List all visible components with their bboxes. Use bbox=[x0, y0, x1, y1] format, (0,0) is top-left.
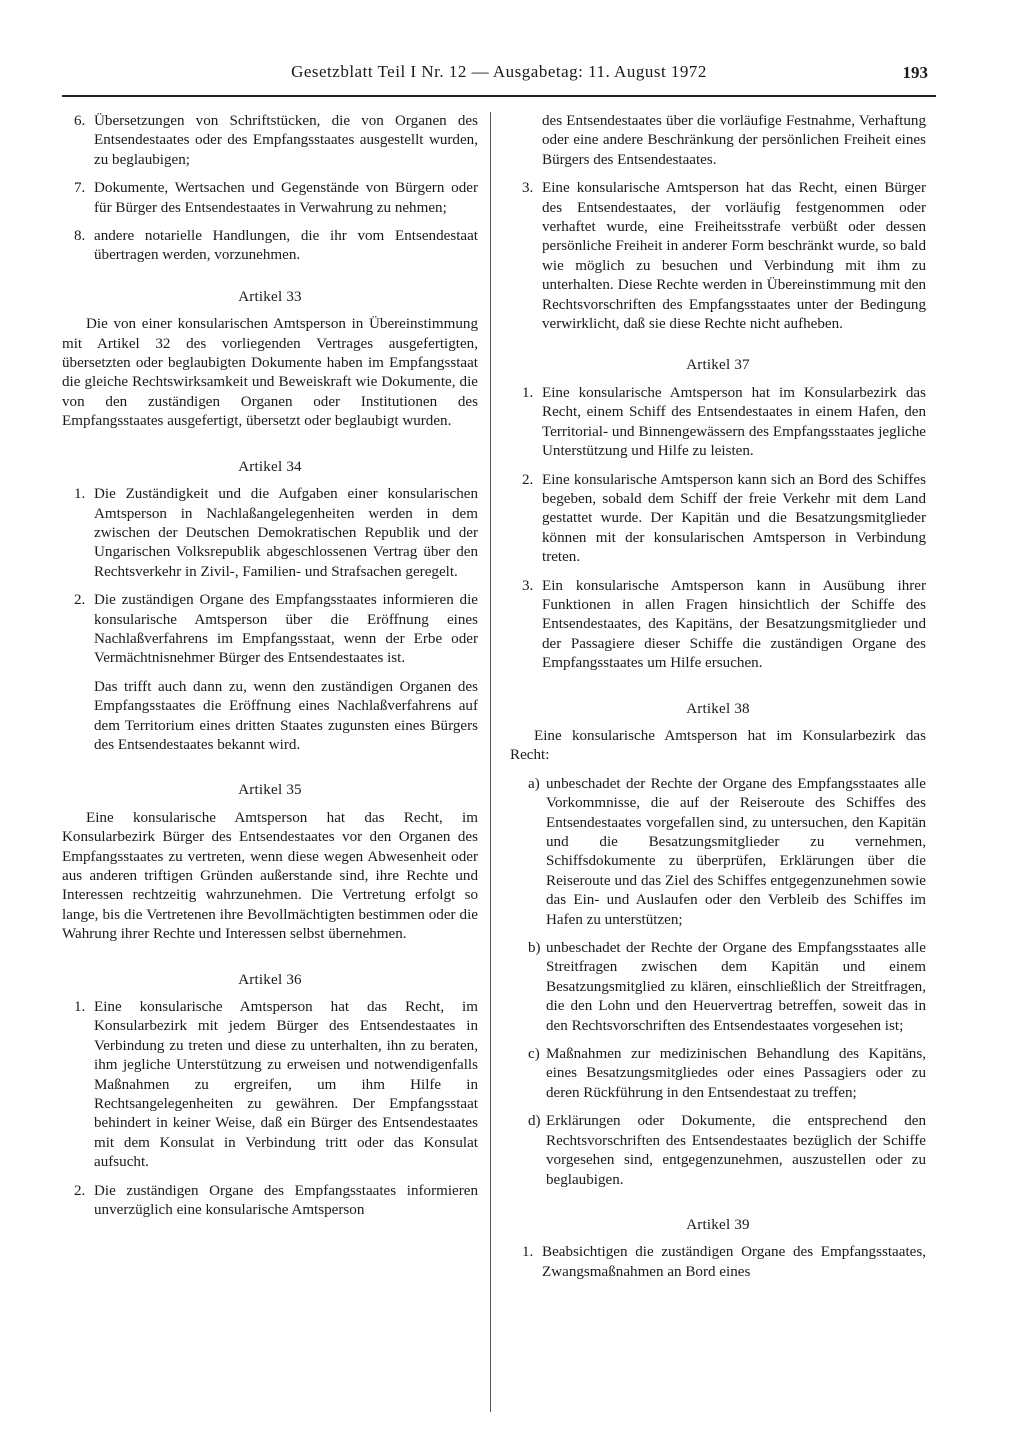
item-text: Eine konsularische Amtsperson hat das Recht, einen Bürger des Entsendestaates, der vorläufig festgenommen oder verhaftet wurde, eine Freiheitsstrafe verbüßt oder dessen persönliche Freiheit in anderer Form beschränkt wurde, so bald wie möglich zu besuchen und Verbindung mit ihm zu unterhalten. Diese Rechte werden in Übereinstimmung mit den Rechtsvorschriften des Empfangsstaates unter der Bedingung verwirklicht, daß sie diese Rechte nicht aufheben. bbox=[542, 180, 926, 333]
article-heading-35: Artikel 35 bbox=[238, 782, 302, 799]
item-number: 1. bbox=[74, 486, 86, 503]
left-column bbox=[62, 112, 478, 1230]
item-text: Die zuständigen Organe des Empfangsstaates informieren die konsularische Amtsperson über die Eröffnung eines Nachlaßverfahrens im Empfangsstaat, wenn der Erbe oder Vermächtnisnehmer Bürger des Entsendestaates ist. bbox=[94, 592, 478, 667]
list-item bbox=[510, 1243, 926, 1282]
item-letter: d) bbox=[528, 1113, 541, 1130]
item-letter: c) bbox=[528, 1046, 540, 1063]
article-heading-39: Artikel 39 bbox=[686, 1216, 750, 1233]
list-item bbox=[62, 591, 478, 669]
list-item bbox=[510, 471, 926, 568]
article-33-text: Die von einer konsularischen Amtsperson in Übereinstimmung mit Artikel 32 des vorliegenden Vertrages ausgefertigten, übersetzten oder beglaubigten Dokumente haben im Empfangsstaat die gleiche Rechtswirksamkeit und Beweiskraft wie Dokumente, die von den zuständigen Organen oder Institutionen des Empfangsstaates ausgefertigt, übersetzt oder beglaubigt wurden. bbox=[62, 316, 478, 430]
list-item bbox=[510, 775, 926, 930]
item-text: Ein konsularische Amtsperson kann in Ausübung ihrer Funktionen in allen Fragen hinsichtlich der Schiffe des Entsendestaates, des Kapitäns, der Besatzungsmitglieder und der Passagiere dieser Schiffe die zuständigen Organe des Empfangsstaates um Hilfe ersuchen. bbox=[542, 577, 926, 672]
item-text: Die Zuständigkeit und die Aufgaben einer konsularischen Amtsperson in Nachlaßangelegenheiten werden in dem zwischen der Deutschen Demokratischen Republik und der Ungarischen Volksrepublik abgeschlossenen Vertrag über den Rechtsverkehr in Zivil-, Familien- und Strafsachen geregelt. bbox=[94, 486, 478, 580]
list-item bbox=[62, 112, 478, 170]
item-number: 2. bbox=[74, 592, 86, 609]
page-header bbox=[62, 55, 936, 97]
list-item bbox=[62, 227, 478, 266]
item-text: Eine konsularische Amtsperson hat im Konsularbezirk das Recht, einem Schiff des Entsendestaates in einem Hafen, den Territorial- und Binnengewässern des Empfangsstaates jegliche Unterstützung und Hilfe zu leisten. bbox=[542, 384, 926, 460]
list-item bbox=[62, 485, 478, 582]
item-number: 2. bbox=[74, 1182, 86, 1199]
item-number: 1. bbox=[522, 384, 534, 401]
item-text: Beabsichtigen die zuständigen Organe des Empfangsstaates, Zwangsmaßnahmen an Bord eines bbox=[542, 1244, 926, 1280]
article-35-text: Eine konsularische Amtsperson hat das Recht, im Konsularbezirk Bürger des Entsendestaates vor den Organen des Empfangsstaates zu vertreten, wenn diese wegen Abwesenheit oder aus anderen triftigen Gründen außerstande sind, ihre Rechte und Interessen rechtzeitig wahrzunehmen. Die Vertretung erfolgt so lange, bis die Vertretenen ihre Bevollmächtigten bestimmen oder die Wahrung ihrer Rechte und Interessen selbst übernehmen. bbox=[62, 809, 478, 943]
item-number: 1. bbox=[522, 1244, 534, 1261]
item-number: 7. bbox=[74, 180, 86, 197]
list-item bbox=[510, 577, 926, 674]
item-text: Maßnahmen zur medizinischen Behandlung des Kapitäns, eines Besatzungsmitgliedes oder eines Passagiers oder zu deren Rückführung in den Entsendestaat zu treffen; bbox=[546, 1046, 926, 1101]
column-divider bbox=[490, 112, 491, 1412]
article-heading-37: Artikel 37 bbox=[686, 357, 750, 374]
article-heading-36: Artikel 36 bbox=[238, 971, 302, 988]
article-heading-33: Artikel 33 bbox=[238, 288, 302, 305]
item-number: 8. bbox=[74, 228, 86, 245]
list-item bbox=[510, 1045, 926, 1103]
item-letter: b) bbox=[528, 940, 541, 957]
item-number: 3. bbox=[522, 180, 534, 197]
item-text: unbeschadet der Rechte der Organe des Empfangsstaates alle Streitfragen zwischen dem Kapitän und einem Besatzungsmitglied zu klären, einschließlich der Streitfragen, die den Lohn und den Heuervertrag betreffen, soweit das in den Rechtsvorschriften des Entsendestaates vorgesehen ist; bbox=[546, 940, 926, 1034]
list-item bbox=[62, 1182, 478, 1221]
list-item bbox=[510, 384, 926, 462]
item-number: 2. bbox=[522, 471, 534, 488]
article-34-continuation: Das trifft auch dann zu, wenn den zuständigen Organen des Empfangsstaates die Eröffnung eines Nachlaßverfahrens auf dem Territorium eines dritten Staates zugunsten eines Bürgers des Entsendestaates bekannt wird. bbox=[94, 678, 478, 753]
list-item bbox=[510, 1112, 926, 1190]
item-letter: a) bbox=[528, 775, 540, 792]
item-number: 1. bbox=[74, 999, 86, 1016]
item-text: Eine konsularische Amtsperson hat das Recht, im Konsularbezirk mit jedem Bürger des Entsendestaates in Verbindung zu treten und diese zu unterhalten, ihn zu beraten, ihm jegliche Unterstützung zu erweisen und notwendigenfalls Maßnahmen zu ergreifen, um ihm Hilfe in Rechtsangelegenheiten zu gewähren. Der Empfangsstaat behindert in keiner Weise, daß ein Bürger des Entsendestaates mit dem Konsulat in Verbindung tritt oder das Konsulat aufsucht. bbox=[94, 999, 478, 1171]
article-heading-34: Artikel 34 bbox=[238, 458, 302, 475]
item-text: Eine konsularische Amtsperson kann sich an Bord des Schiffes begeben, sobald dem Schiff der freie Verkehr mit dem Land gestattet wurde. Der Kapitän und die Besatzungsmitglieder können mit der konsularischen Amtsperson in Verbindung treten. bbox=[542, 471, 926, 566]
page-number: 193 bbox=[902, 63, 928, 82]
item-text: Die zuständigen Organe des Empfangsstaates informieren unverzüglich eine konsularische Amtsperson bbox=[94, 1182, 478, 1219]
article-38-intro: Eine konsularische Amtsperson hat im Konsularbezirk das Recht: bbox=[510, 727, 926, 764]
list-item bbox=[62, 998, 478, 1173]
article-36-continuation: des Entsendestaates über die vorläufige Festnahme, Verhaftung oder eine andere Beschränkung der persönlichen Freiheit eines Bürgers des Entsendestaates. bbox=[542, 113, 926, 168]
item-text: andere notarielle Handlungen, die ihr vom Entsendestaat übertragen werden, vorzunehmen. bbox=[94, 228, 478, 264]
gazette-title: Gesetzblatt Teil I Nr. 12 — Ausgabetag: 11. August 1972 bbox=[291, 62, 707, 81]
item-text: Erklärungen oder Dokumente, die entsprechend den Rechtsvorschriften des Entsendestaates bezüglich der Schiffe vorgesehen sind, entgegenzunehmen, auszustellen oder zu beglaubigen. bbox=[546, 1113, 926, 1188]
item-text: unbeschadet der Rechte der Organe des Empfangsstaates alle Vorkommnisse, die auf der Reiseroute des Schiffes des Entsendestaates vorgefallen sind, zu untersuchen, den Kapitän und die Besatzungsmitglieder zu vernehmen, Schiffsdokumente zu überprüfen, Erklärungen über die Reiseroute und das Ziel des Schiffes entgegenzunehmen sowie das Ein- und Auslaufen oder den Verbleib des Schiffes im Hafen zu unterstützen; bbox=[546, 775, 926, 928]
list-item bbox=[510, 179, 926, 334]
article-heading-38: Artikel 38 bbox=[686, 700, 750, 717]
item-text: Dokumente, Wertsachen und Gegenstände von Bürgern oder für Bürger des Entsendestaates in Verwahrung zu nehmen; bbox=[94, 180, 478, 216]
item-text: Übersetzungen von Schriftstücken, die von Organen des Entsendestaates oder des Empfangsstaates ausgestellt wurden, zu beglaubigen; bbox=[94, 113, 478, 168]
right-column bbox=[510, 112, 926, 1291]
list-item bbox=[510, 939, 926, 1036]
item-number: 3. bbox=[522, 577, 534, 594]
item-number: 6. bbox=[74, 113, 86, 129]
list-item bbox=[62, 179, 478, 218]
